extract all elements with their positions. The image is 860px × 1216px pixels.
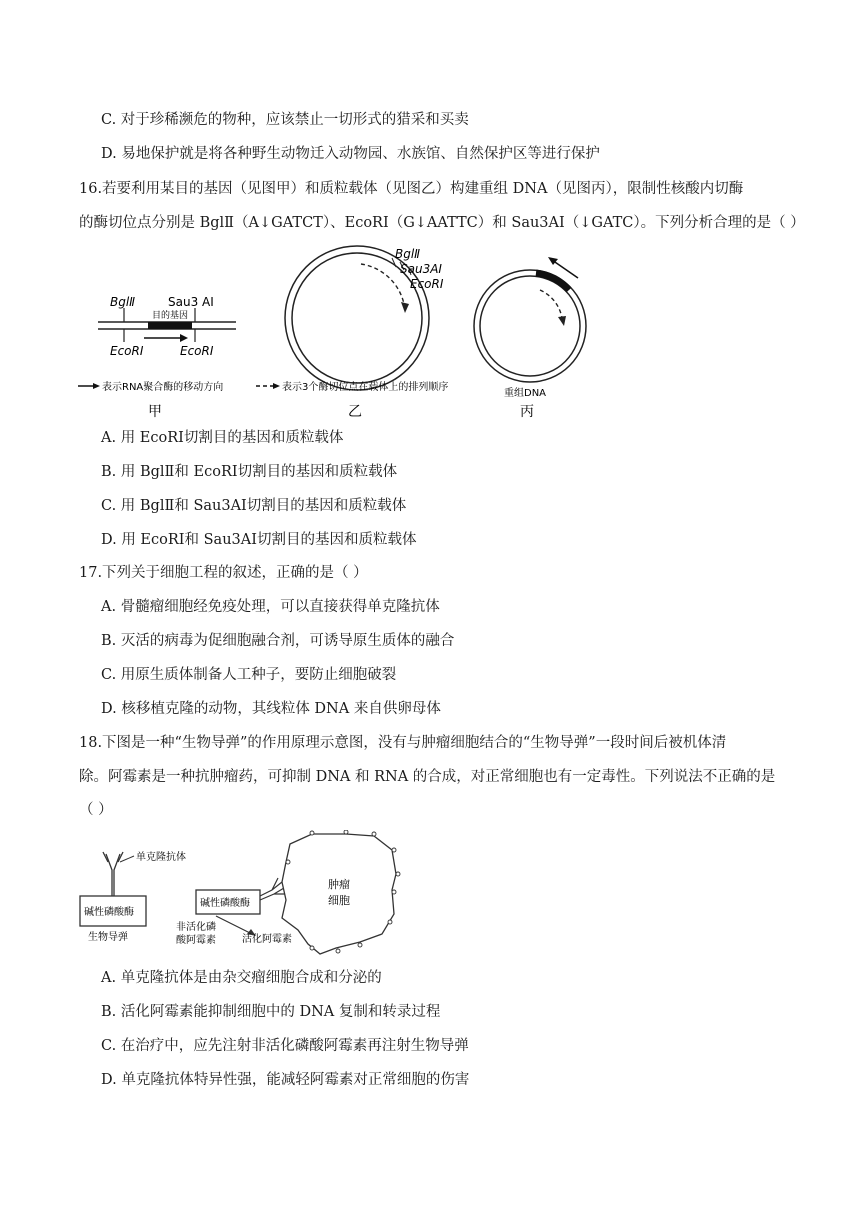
q16-option-a: A. 用 EcoRⅠ切割目的基因和质粒载体 xyxy=(101,430,344,446)
caption-jia: 甲 xyxy=(148,404,162,420)
label-tumor-2: 细胞 xyxy=(328,894,350,907)
ring-label-sau3ai: Sau3AI xyxy=(400,262,442,276)
q16-option-d: D. 用 EcoRⅠ和 Sau3AⅠ切割目的基因和质粒载体 xyxy=(101,532,417,548)
q18-option-b: B. 活化阿霉素能抑制细胞中的 DNA 复制和转录过程 xyxy=(101,1004,441,1020)
figure-jia xyxy=(98,295,236,358)
label-alkaline-phosphatase: 碱性磷酸酶 xyxy=(84,907,134,918)
q18-option-c: C. 在治疗中，应先注射非活化磷酸阿霉素再注射生物导弹 xyxy=(101,1038,469,1054)
q16-stem-line-2: 的酶切位点分别是 BglⅡ（A↓GATCT）、EcoRⅠ（G↓AATTC）和 Sau3AⅠ（↓GATC）。下列分析合理的是（ ） xyxy=(79,215,805,231)
label-active-doxorubicin: 活化阿霉素 xyxy=(242,934,292,945)
legend-enzyme-order: 表示3个酶切位点在载体上的排列顺序 xyxy=(282,382,449,393)
q16-option-c: C. 用 BglⅡ和 Sau3AⅠ切割目的基因和质粒载体 xyxy=(101,498,407,514)
q17-option-c: C. 用原生质体制备人工种子，要防止细胞破裂 xyxy=(101,667,397,683)
target-gene-block xyxy=(148,322,192,329)
label-inactive-1: 非活化磷 xyxy=(176,922,216,933)
q17-stem: 17.下列关于细胞工程的叙述，正确的是（ ） xyxy=(79,565,368,581)
q17-option-a: A. 骨髓瘤细胞经免疫处理，可以直接获得单克隆抗体 xyxy=(101,599,440,615)
caption-yi: 乙 xyxy=(348,404,362,420)
biological-missile xyxy=(80,850,186,943)
label-target-gene: 目的基因 xyxy=(152,311,189,321)
label-bglii: BglⅡ xyxy=(110,295,136,309)
label-biological-missile: 生物导弹 xyxy=(88,932,128,943)
q18-option-a: A. 单克隆抗体是由杂交瘤细胞合成和分泌的 xyxy=(101,970,382,986)
label-ecori-left: EcoRⅠ xyxy=(110,344,144,358)
q15-option-c: C. 对于珍稀濒危的物种，应该禁止一切形式的猎采和买卖 xyxy=(101,112,469,128)
q16-option-b: B. 用 BglⅡ和 EcoRⅠ切割目的基因和质粒载体 xyxy=(101,464,398,480)
q18-figure xyxy=(76,830,416,960)
missile-bound xyxy=(176,878,292,946)
label-ecori-right: EcoRⅠ xyxy=(180,344,214,358)
q16-stem-line-1: 16.若要利用某目的基因（见图甲）和质粒载体（见图乙）构建重组 DNA（见图丙），限制性核酸内切酶 xyxy=(79,181,744,197)
tumor-cell xyxy=(282,830,400,954)
ring-label-ecori: EcoRⅠ xyxy=(410,277,444,291)
legend-rna-polymerase: 表示RNA聚合酶的移动方向 xyxy=(102,382,224,393)
inserted-gene-segment xyxy=(536,273,569,290)
q18-stem-line-3: （ ） xyxy=(79,802,113,818)
figure-yi xyxy=(285,246,444,390)
label-sau3ai: Sau3 AI xyxy=(168,295,214,309)
label-alkaline-phosphatase-2: 碱性磷酸酶 xyxy=(200,898,250,909)
label-recombinant-dna: 重组DNA xyxy=(504,388,547,399)
q16-figure xyxy=(70,238,630,420)
q17-option-b: B. 灭活的病毒为促细胞融合剂，可诱导原生质体的融合 xyxy=(101,633,455,649)
q15-option-d: D. 易地保护就是将各种野生动物迁入动物园、水族馆、自然保护区等进行保护 xyxy=(101,146,600,162)
label-monoclonal-antibody: 单克隆抗体 xyxy=(136,852,186,863)
ring-label-bglii: BglⅡ xyxy=(395,247,421,261)
q17-option-d: D. 核移植克隆的动物，其线粒体 DNA 来自供卵母体 xyxy=(101,701,441,717)
figure-bing xyxy=(474,257,586,399)
caption-bing: 丙 xyxy=(520,404,534,420)
label-inactive-2: 酸阿霉素 xyxy=(176,935,216,946)
q18-stem-line-1: 18.下图是一种“生物导弹”的作用原理示意图，没有与肿瘤细胞结合的“生物导弹”一段时间后被机体清 xyxy=(79,735,727,751)
label-tumor-1: 肿瘤 xyxy=(328,878,350,891)
enzyme-order-dashed-arrow xyxy=(361,264,404,304)
q18-stem-line-2: 除。阿霉素是一种抗肿瘤药，可抑制 DNA 和 RNA 的合成，对正常细胞也有一定毒性。下列说法不正确的是 xyxy=(79,769,776,785)
q18-option-d: D. 单克隆抗体特异性强，能减轻阿霉素对正常细胞的伤害 xyxy=(101,1072,470,1088)
